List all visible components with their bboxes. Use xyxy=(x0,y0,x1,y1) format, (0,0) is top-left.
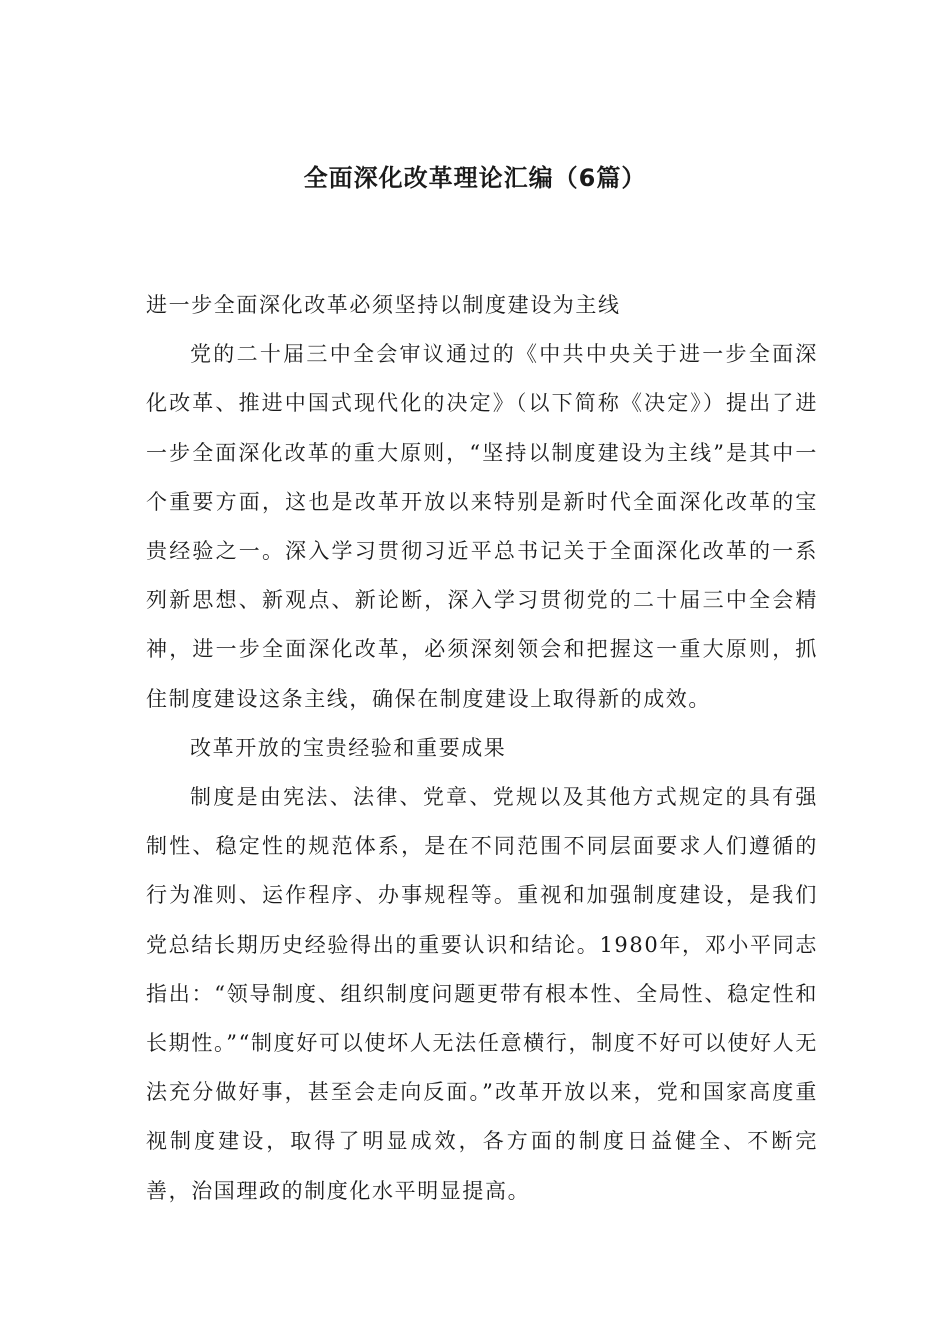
body-paragraph: 制度是由宪法、法律、党章、党规以及其他方式规定的具有强制性、稳定性的规范体系，是在不同范围不同层面要求人们遵循的行为准则、运作程序、办事规程等。重视和加强制度建设，是我们党总结长期历史经验得出的重要认识和结论。1980年，邓小平同志指出：“领导制度、组织制度问题更带有根本性、全局性、稳定性和长期性。”“制度好可以使坏人无法任意横行，制度不好可以使好人无法充分做好事，甚至会走向反面。”改革开放以来，党和国家高度重视制度建设，取得了明显成效，各方面的制度日益健全、不断完善，治国理政的制度化水平明显提高。 xyxy=(146,785,818,1203)
document-body xyxy=(146,281,818,1216)
document-title: 全面深化改革理论汇编（6篇） xyxy=(303,164,647,192)
body-paragraph: 党的二十届三中全会审议通过的《中共中央关于进一步全面深化改革、推进中国式现代化的决定》（以下简称《决定》）提出了进一步全面深化改革的重大原则，“坚持以制度建设为主线”是其中一个重要方面，这也是改革开放以来特别是新时代全面深化改革的宝贵经验之一。深入学习贯彻习近平总书记关于全面深化改革的一系列新思想、新观点、新论断，深入学习贯彻党的二十届三中全会精神，进一步全面深化改革，必须深刻领会和把握这一重大原则，抓住制度建设这条主线，确保在制度建设上取得新的成效。 xyxy=(146,342,818,711)
subsection-heading: 改革开放的宝贵经验和重要成果 xyxy=(190,735,507,760)
section-heading: 进一步全面深化改革必须坚持以制度建设为主线 xyxy=(146,293,621,317)
